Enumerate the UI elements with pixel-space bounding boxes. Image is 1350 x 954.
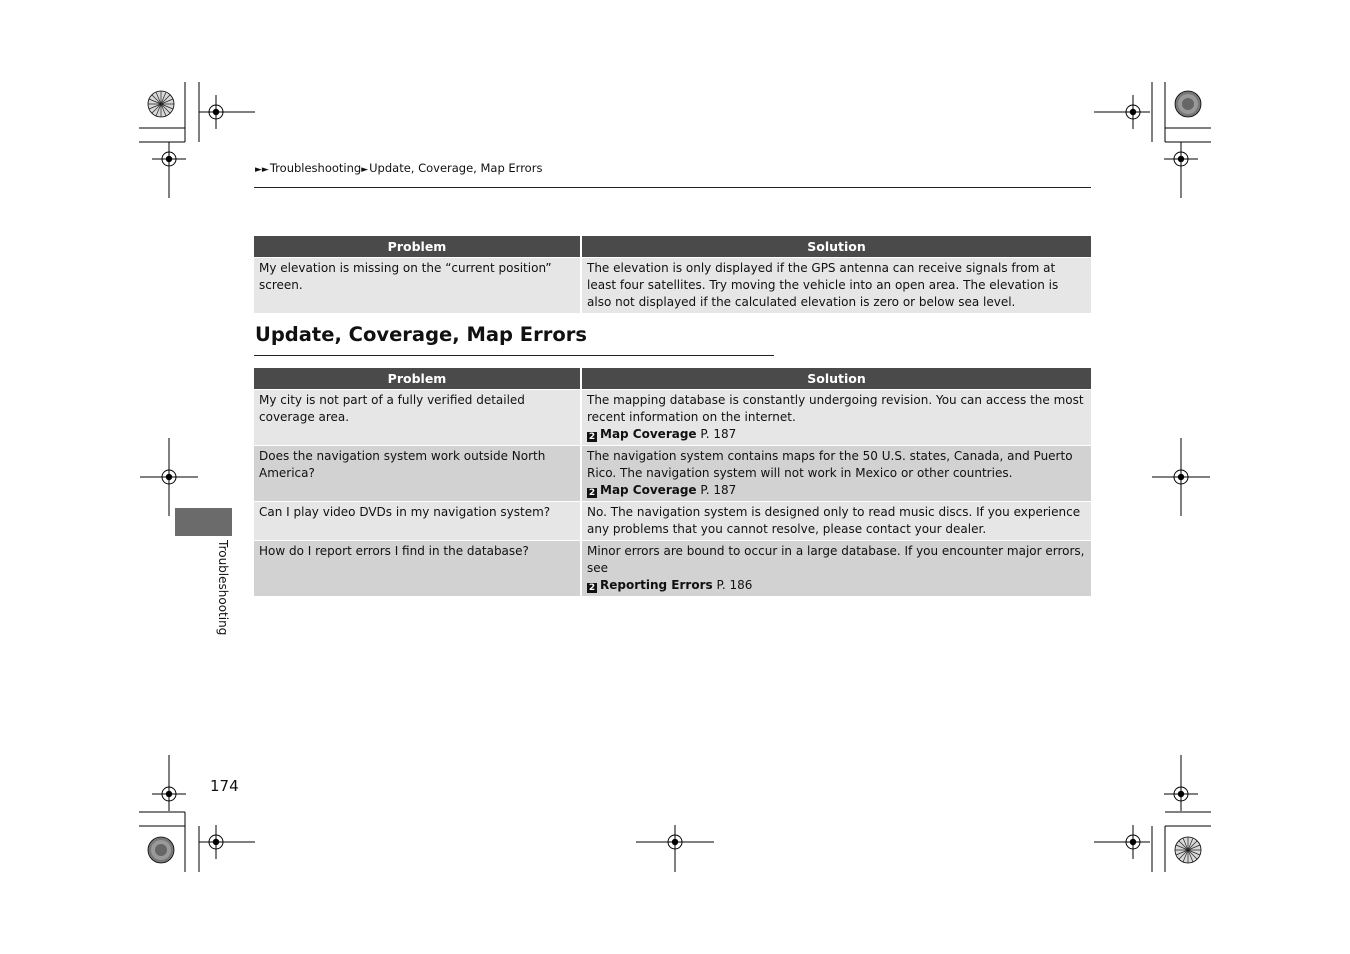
- page-number: 174: [210, 777, 239, 795]
- problem-header: Problem: [254, 236, 581, 258]
- elevation-table: [254, 236, 1091, 313]
- xref-title: Reporting Errors: [600, 578, 713, 592]
- table-row: [254, 390, 1091, 446]
- xref-page: P. 187: [696, 427, 737, 441]
- xref-title: Map Coverage: [600, 427, 697, 441]
- breadcrumb: [255, 161, 542, 175]
- solution-cell: The elevation is only displayed if the GPS antenna can receive signals from at least four satellites. Try moving the vehicle into an open area. The elevation is also not displayed if the calculated elevation is zero or below sea level.: [581, 258, 1091, 314]
- solution-header: Solution: [581, 368, 1091, 390]
- solution-text: The mapping database is constantly undergoing revision. You can access the most recent information on the internet.: [587, 393, 1084, 424]
- problem-header: Problem: [254, 368, 581, 390]
- side-tab-label: Troubleshooting: [216, 540, 230, 636]
- solution-cell: [581, 541, 1091, 597]
- map-coverage-link[interactable]: [587, 482, 1086, 499]
- cross-reference-icon: 2: [588, 583, 596, 593]
- breadcrumb-section[interactable]: Troubleshooting: [269, 161, 362, 175]
- breadcrumb-arrows: ►►: [255, 165, 269, 175]
- map-errors-table: [254, 368, 1091, 596]
- xref-page: P. 186: [712, 578, 753, 592]
- breadcrumb-page: Update, Coverage, Map Errors: [369, 161, 543, 175]
- map-coverage-link[interactable]: [587, 426, 1086, 443]
- breadcrumb-separator: ►: [361, 165, 369, 175]
- xref-title: Map Coverage: [600, 483, 697, 497]
- solution-cell: No. The navigation system is designed only to read music discs. If you experience any problems that you cannot resolve, please contact your dealer.: [581, 502, 1091, 541]
- xref-page: P. 187: [696, 483, 737, 497]
- solution-header: Solution: [581, 236, 1091, 258]
- table-row: [254, 258, 1091, 314]
- table-row: [254, 502, 1091, 541]
- header-rule: [254, 187, 1091, 188]
- solution-cell: [581, 390, 1091, 446]
- cross-reference-icon: 2: [588, 488, 596, 498]
- solution-text: The navigation system contains maps for the 50 U.S. states, Canada, and Puerto Rico. The navigation system will not work in Mexico or other countries.: [587, 449, 1073, 480]
- section-rule: [254, 355, 774, 356]
- problem-cell: My elevation is missing on the “current position” screen.: [254, 258, 581, 314]
- cross-reference-icon: 2: [588, 432, 596, 442]
- solution-text: Minor errors are bound to occur in a large database. If you encounter major errors, see: [587, 544, 1085, 575]
- problem-cell: Does the navigation system work outside North America?: [254, 446, 581, 502]
- reporting-errors-link[interactable]: [587, 577, 1086, 594]
- problem-cell: My city is not part of a fully verified detailed coverage area.: [254, 390, 581, 446]
- side-tab[interactable]: [175, 508, 232, 536]
- section-title: Update, Coverage, Map Errors: [255, 323, 587, 346]
- problem-cell: How do I report errors I find in the database?: [254, 541, 581, 597]
- problem-cell: Can I play video DVDs in my navigation system?: [254, 502, 581, 541]
- table-row: [254, 541, 1091, 597]
- solution-cell: [581, 446, 1091, 502]
- table-row: [254, 446, 1091, 502]
